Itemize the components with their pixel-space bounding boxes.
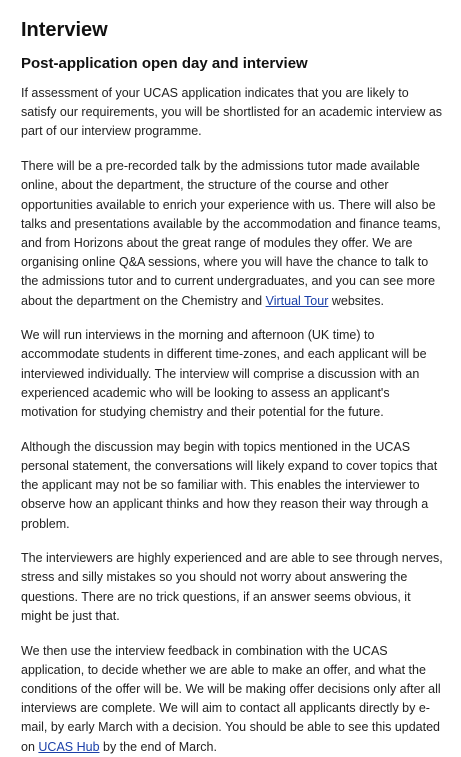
virtual-tour-link[interactable]: Virtual Tour (265, 293, 329, 308)
section-subtitle: Post-application open day and interview (21, 55, 308, 72)
paragraph-text: There will be a pre-recorded talk by the admissions tutor made available online, about the department, the structure of the course and other opportunities available to enrich your experience with us. There will also be talks and presentations available by the accommodation and finance teams, and from Horizons about the great range of modules they offer. We are organising online Q&A sessions, where you will have the chance to talk to the admissions tutor and to current undergraduates, and you can see more about the department on the Chemistry and (21, 159, 441, 308)
paragraph-text: websites. (328, 293, 384, 308)
paragraph-shortlisting: If assessment of your UCAS application indicates that you are likely to satisfy our requirements, you will be shortlisted for an academic interview as part of our interview programme. (21, 86, 443, 139)
paragraph-discussion-topics: Although the discussion may begin with topics mentioned in the UCAS personal statement, the conversations will likely expand to cover topics that the applicant may not be so familiar with. This enables the interviewer to observe how an applicant thinks and how they reason their way through a problem. (21, 439, 438, 531)
paragraph-text: We then use the interview feedback in combination with the UCAS application, to decide whether we are able to make an offer, and what the conditions of the offer will be. We will be making offer decisions only after all interviews are complete. We will aim to contact all applicants directly by e-mail, by early March with a decision. You should be able to see this updated on (21, 643, 441, 754)
ucas-hub-link[interactable]: UCAS Hub (38, 739, 100, 754)
paragraph-text: by the end of March. (99, 739, 217, 754)
paragraph-interviewers: The interviewers are highly experienced and are able to see through nerves, stress and silly mistakes so you should not worry about answering the questions. There are no trick questions, if an answer seems obvious, it might be just that. (21, 551, 443, 623)
page-title: Interview (21, 19, 108, 41)
paragraph-offer-decisions (21, 642, 443, 757)
paragraph-interview-format: We will run interviews in the morning and afternoon (UK time) to accommodate students in different time-zones, and each applicant will be interviewed individually. The interview will comprise a discussion with an experienced academic who will be looking to assess an applicant's motivation for studying chemistry and their potential for the future. (21, 328, 427, 420)
paragraph-open-day (21, 157, 443, 311)
